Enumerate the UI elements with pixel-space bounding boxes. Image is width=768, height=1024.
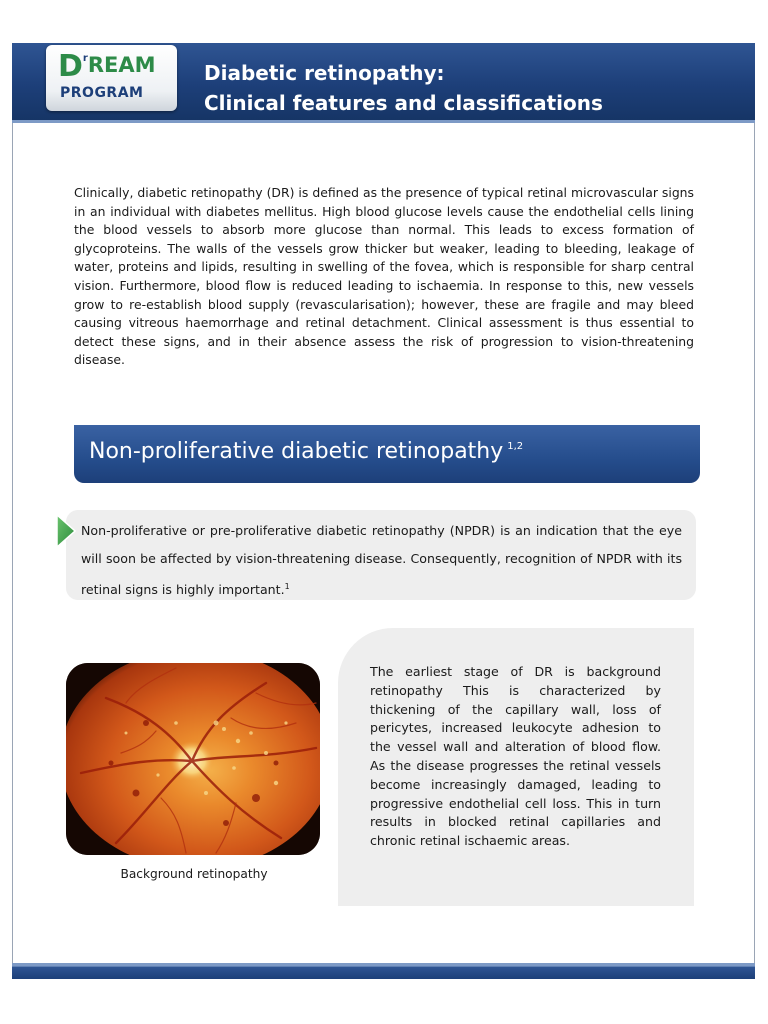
green-arrow-icon: [56, 514, 76, 548]
header-banner: [12, 43, 755, 123]
intro-paragraph: Clinically, diabetic retinopathy (DR) is defined as the presence of typical retinal microvascular signs in an individual with diabetes mellitus. High blood glucose levels cause the endothelial cells lining the blood vessels to absorb more glucose than normal. This leads to excess formation of glycoproteins. The walls of the vessels grow thicker but weaker, leading to bleeding, leakage of water, proteins and lipids, resulting in swelling of the fovea, which is responsible for sharp central vision. Furthermore, blood flow is reduced leading to ischaemia. In response to this, new vessels grow to re-establish blood supply (revascularisation); however, these are fragile and may bleed causing vitreous haemorrhage and retinal detachment. Clinical assessment is thus essential to detect these signs, and in their absence assess the risk of progression to vision-threatening disease.: [74, 185, 694, 368]
callout-citation: 1: [284, 582, 290, 591]
section-title: [89, 439, 523, 464]
callout-text: Non-proliferative or pre-proliferative diabetic retinopathy (NPDR) is an indication that the eye will soon be affected by vision-threatening disease. Consequently, recognition of NPDR with its retinal signs is highly important.$^1$: [81, 523, 682, 598]
footer-bar: [12, 963, 755, 979]
logo-program-text: PROGRAM: [60, 85, 144, 101]
fundus-photo: [66, 663, 320, 855]
title-line-2: Clinical features and classifications: [204, 91, 603, 115]
section-title-citation: 1,2: [507, 441, 524, 452]
page-title: [204, 58, 724, 118]
figure-caption: Background retinopathy: [120, 867, 268, 881]
section-title-text: Non-proliferative diabetic retinopathy: [89, 439, 504, 464]
logo-dream-text: $D^rREAM$: [58, 49, 156, 84]
side-text: The earliest stage of DR is background retinopathy This is characterized by thickening of the capillary wall, loss of pericytes, increased leukocyte adhesion to the vessel wall and alteration of blood flow. As the disease progresses the retinal vessels become increasingly damaged, leading to progressive endothelial cell loss. This in turn results in blocked retinal capillaries and chronic retinal ischaemic areas.: [370, 664, 661, 849]
dream-program-logo: [46, 45, 177, 111]
section-banner: [74, 425, 700, 483]
title-line-1: Diabetic retinopathy:: [204, 61, 445, 85]
